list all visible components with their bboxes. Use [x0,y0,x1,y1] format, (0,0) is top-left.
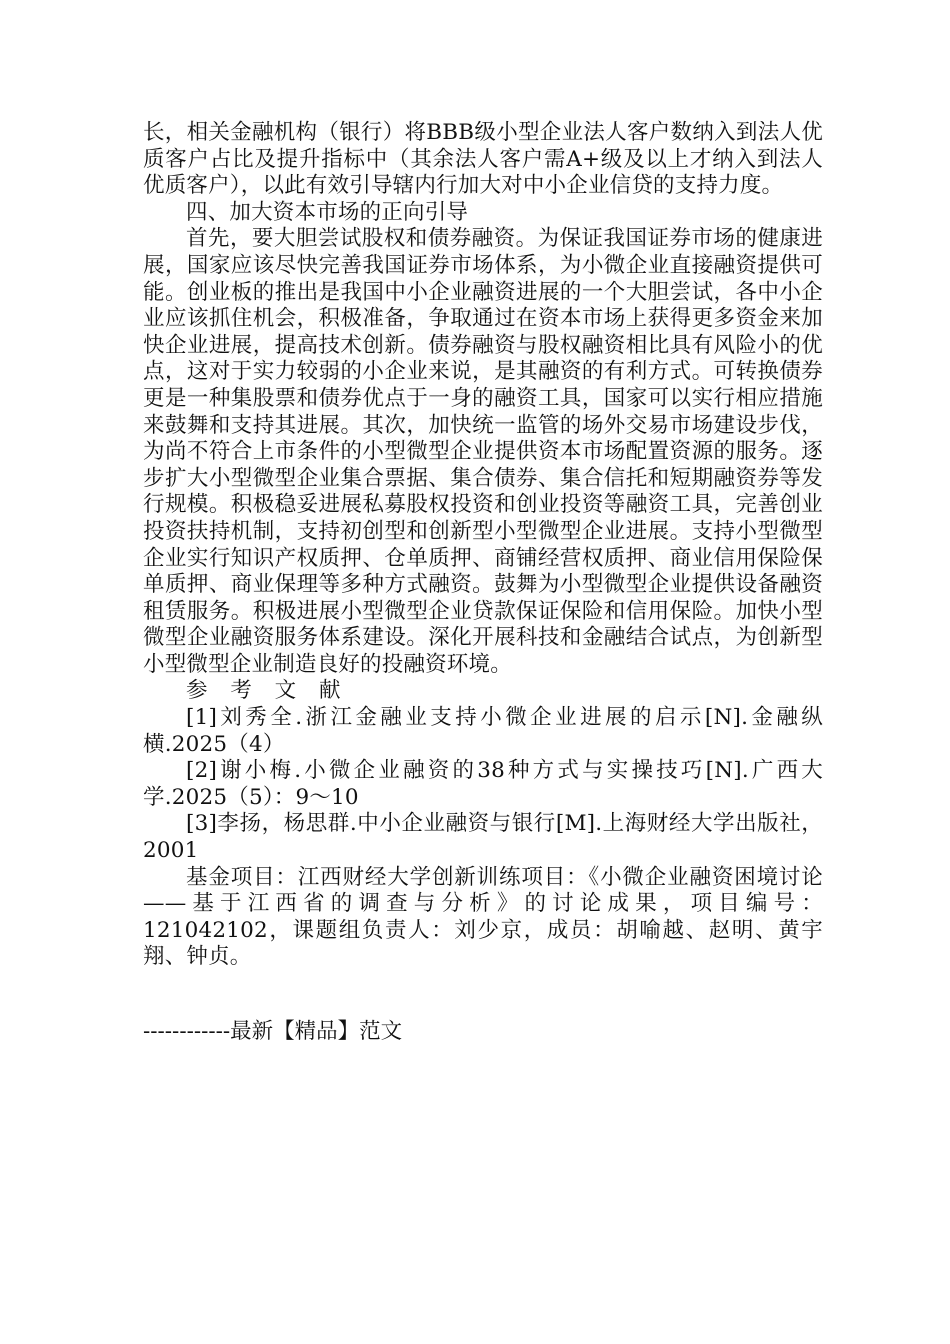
fund-note: 基金项目：江西财经大学创新训练项目：《小微企业融资困境讨论——基于江西省的调查与分析》的讨论成果，项目编号：121042102，课题组负责人：刘少京，成员：胡喻越、赵明、黄宇翔、钟贞。 [143,864,823,970]
reference-item: [3]李扬，杨思群.中小企业融资与银行[M].上海财经大学出版社，2001 [143,811,823,864]
paragraph-continuation: 长，相关金融机构（银行）将BBB级小型企业法人客户数纳入到法人优质客户占比及提升指标中（其余法人客户需A+级及以上才纳入到法人优质客户），以此有效引导辖内行加大对中小企业信贷的支持力度。 [143,120,823,199]
reference-item: [2]谢小梅.小微企业融资的38种方式与实操技巧[N].广西大学.2025（5）：9～10 [143,758,823,810]
main-paragraph: 首先，要大胆尝试股权和债券融资。为保证我国证券市场的健康进展，国家应该尽快完善我国证券市场体系，为小微企业直接融资提供可能。创业板的推出是我国中小企业融资进展的一个大胆尝试，各中小企业应该抓住机会，积极准备，争取通过在资本市场上获得更多资金来加快企业进展，提高技术创新。债券融资与股权融资相比具有风险小的优点，这对于实力较弱的小企业来说，是其融资的有利方式。可转换债券更是一种集股票和债券优点于一身的融资工具，国家可以实行相应措施来鼓舞和支持其进展。其次，加快统一监管的场外交易市场建设步伐，为尚不符合上市条件的小型微型企业提供资本市场配置资源的服务。逐步扩大小型微型企业集合票据、集合债券、集合信托和短期融资券等发行规模。积极稳妥进展私募股权投资和创业投资等融资工具，完善创业投资扶持机制，支持初创型和创新型小型微型企业进展。支持小型微型企业实行知识产权质押、仓单质押、商铺经营权质押、商业信用保险保单质押、商业保理等多种方式融资。鼓舞为小型微型企业提供设备融资租赁服务。积极进展小型微型企业贷款保证保险和信用保险。加快小型微型企业融资服务体系建设。深化开展科技和金融结合试点，为创新型小型微型企业制造良好的投融资环境。 [143,226,823,677]
document-body [143,120,823,971]
reference-item: [1]刘秀全.浙江金融业支持小微企业进展的启示[N].金融纵横.2025（4） [143,705,823,757]
page-footer: ------------最新【精品】范文 [143,1019,403,1044]
section-heading: 四、加大资本市场的正向引导 [186,199,469,225]
references-heading: 参 考 文 献 [186,678,349,704]
